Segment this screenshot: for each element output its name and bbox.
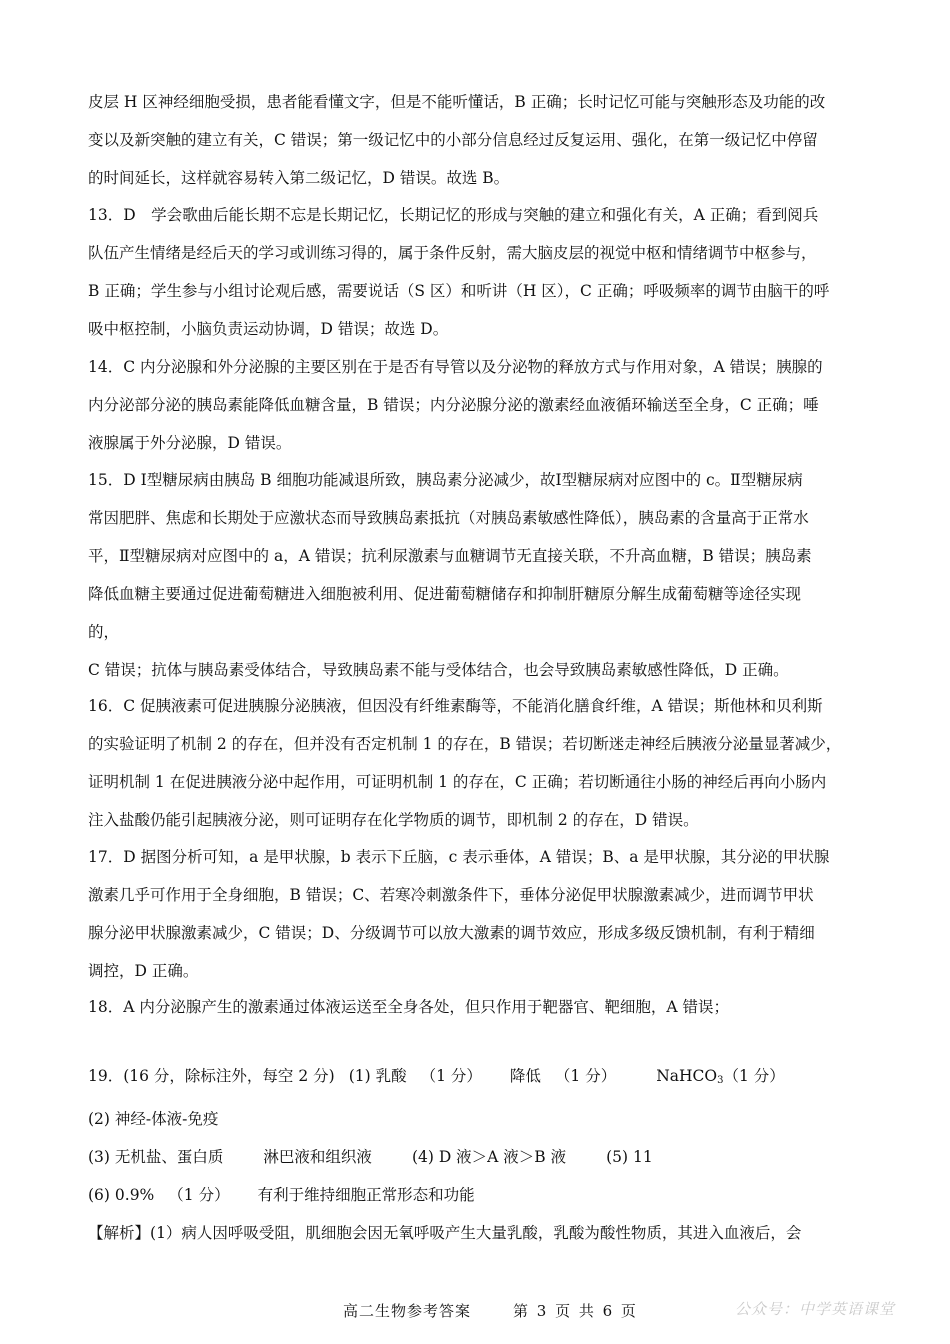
answer-decrease: 降低 bbox=[509, 1067, 541, 1085]
answer-saline-concentration: 0.9% bbox=[114, 1186, 155, 1204]
answer-18 bbox=[88, 988, 868, 1026]
sub-answer-number: (6) bbox=[88, 1186, 110, 1204]
text-line: 的， bbox=[88, 623, 120, 641]
text-line: 注入盐酸仍能引起胰液分泌，则可证明存在化学物质的调节，即机制 2 的存在，D 错误。 bbox=[88, 811, 699, 829]
text-line: 证明机制 1 在促进胰液分泌中起作用，可证明机制 1 的存在，C 正确；若切断通往小肠的神经后再向小肠内 bbox=[88, 773, 827, 791]
text-line: 15．D Ⅰ型糖尿病由胰岛 B 细胞功能减退所致，胰岛素分泌减少，故Ⅰ型糖尿病对应图中的 c。Ⅱ型糖尿病 bbox=[88, 471, 803, 489]
text-line: C 错误；抗体与胰岛素受体结合，导致胰岛素不能与受体结合，也会导致胰岛素敏感性降低，D 正确。 bbox=[88, 661, 789, 679]
answer-19-row-3 bbox=[88, 1138, 878, 1176]
sub-answer-number: (1) bbox=[348, 1067, 371, 1085]
text-line: 激素几乎可作用于全身细胞，B 错误；C、若寒冷刺激条件下，垂体分泌促甲状腺激素减少，进而调节甲状 bbox=[88, 886, 814, 904]
text-line: 17．D 据图分析可知，a 是甲状腺，b 表示下丘脑，c 表示垂体，A 错误；B、a 是甲状腺，其分泌的甲状腺 bbox=[88, 848, 830, 866]
answer-nahco3: NaHCO$_3$ bbox=[656, 1067, 724, 1086]
answer-fluid-order: (4) D 液＞A 液＞B 液 bbox=[411, 1148, 567, 1166]
text-line: 内分泌部分泌的胰岛素能降低血糖含量，B 错误；内分泌腺分泌的激素经血液循环输送至全身，C 正确；唾 bbox=[88, 396, 819, 414]
text-line: 变以及新突触的建立有关，C 错误；第一级记忆中的小部分信息经过反复运用、强化，在第一级记忆中停留 bbox=[88, 131, 818, 149]
answer-cell-morphology: 有利于维持细胞正常形态和功能 bbox=[257, 1186, 475, 1204]
answer-19-row-2: (2) 神经-体液-免疫 bbox=[88, 1110, 219, 1128]
answer-14 bbox=[88, 348, 868, 462]
text-line: 16．C 促胰液素可促进胰腺分泌胰液，但因没有纤维素酶等，不能消化膳食纤维，A 错误；斯他林和贝利斯 bbox=[88, 697, 823, 715]
answer-19 bbox=[88, 1057, 878, 1252]
analysis-tag: 【解析】 bbox=[88, 1224, 151, 1242]
footer-title: 高二生物参考答案 bbox=[343, 1302, 472, 1320]
analysis-text: (1）病人因呼吸受阻，肌细胞会因无氧呼吸产生大量乳酸，乳酸为酸性物质，其进入血液后，会 bbox=[150, 1224, 802, 1242]
text-line: 降低血糖主要通过促进葡萄糖进入细胞被利用、促进葡萄糖储存和抑制肝糖原分解生成葡萄糖等途径实现 bbox=[88, 585, 802, 603]
answer-19-heading: 19．(16 分，除标注外，每空 2 分) bbox=[88, 1067, 335, 1085]
score-mark: （1 分） bbox=[554, 1067, 617, 1085]
score-mark: （1 分） bbox=[168, 1186, 230, 1204]
analysis-line bbox=[88, 1214, 878, 1252]
answer-13 bbox=[88, 196, 868, 348]
text-line: 常因肥胖、焦虑和长期处于应激状态而导致胰岛素抵抗（对胰岛素敏感性降低），胰岛素的含量高于正常水 bbox=[88, 509, 809, 527]
text-line: 皮层 H 区神经细胞受损，患者能看懂文字，但是不能听懂话，B 正确；长时记忆可能与突触形态及功能的改 bbox=[88, 93, 826, 111]
answer-inorganic-salt-protein: 无机盐、蛋白质 bbox=[114, 1148, 224, 1166]
watermark-text: 公众号：中学英语课堂 bbox=[735, 1300, 896, 1318]
answer-17 bbox=[88, 838, 868, 990]
answer-19-row-4 bbox=[88, 1176, 878, 1214]
text-line: 14．C 内分泌腺和外分泌腺的主要区别在于是否有导管以及分泌物的释放方式与作用对象，A 错误；胰腺的 bbox=[88, 358, 823, 376]
answer-lymph-tissue-fluid: 淋巴液和组织液 bbox=[263, 1148, 372, 1166]
text-line: 13．D 学会歌曲后能长期不忘是长期记忆，长期记忆的形成与突触的建立和强化有关，A 正确；看到阅兵 bbox=[88, 206, 819, 224]
text-line: B 正确；学生参与小组讨论观后感，需要说话（S 区）和听讲（H 区），C 正确；呼吸频率的调节由脑干的呼 bbox=[88, 282, 830, 300]
text-line: 的实验证明了机制 2 的存在，但并没有否定机制 1 的存在，B 错误；若切断迷走神经后胰液分泌量显著减少， bbox=[88, 735, 842, 753]
score-mark: （1 分） bbox=[723, 1067, 785, 1085]
answer-ph-value: (5) 11 bbox=[606, 1148, 653, 1166]
text-line: 平，Ⅱ型糖尿病对应图中的 a，A 错误；抗利尿激素与血糖调节无直接关联，不升高血糖，B 错误；胰岛素 bbox=[88, 547, 812, 565]
text-line: 腺分泌甲状腺激素减少，C 错误；D、分级调节可以放大激素的调节效应，形成多级反馈机制，有利于精细 bbox=[88, 924, 815, 942]
page-number: 第 3 页 共 6 页 bbox=[513, 1302, 638, 1320]
text-line: 队伍产生情绪是经后天的学习或训练习得的，属于条件反射，需大脑皮层的视觉中枢和情绪调节中枢参与， bbox=[88, 244, 817, 262]
score-mark: （1 分） bbox=[420, 1067, 482, 1085]
answer-15 bbox=[88, 461, 868, 689]
answer-12-continued bbox=[88, 83, 868, 197]
text-line: 18．A 内分泌腺产生的激素通过体液运送至全身各处，但只作用于靶器官、靶细胞，A 错误； bbox=[88, 998, 729, 1016]
text-line: 的时间延长，这样就容易转入第二级记忆，D 错误。故选 B。 bbox=[88, 169, 510, 187]
answer-lactic-acid: 乳酸 bbox=[375, 1067, 407, 1085]
text-line: 液腺属于外分泌腺，D 错误。 bbox=[88, 434, 292, 452]
answer-19-row-1 bbox=[88, 1057, 878, 1100]
sub-answer-number: (3) bbox=[88, 1148, 110, 1166]
text-line: 调控，D 正确。 bbox=[88, 962, 199, 980]
answer-16 bbox=[88, 687, 868, 839]
text-line: 吸中枢控制，小脑负责运动协调，D 错误；故选 D。 bbox=[88, 320, 449, 338]
